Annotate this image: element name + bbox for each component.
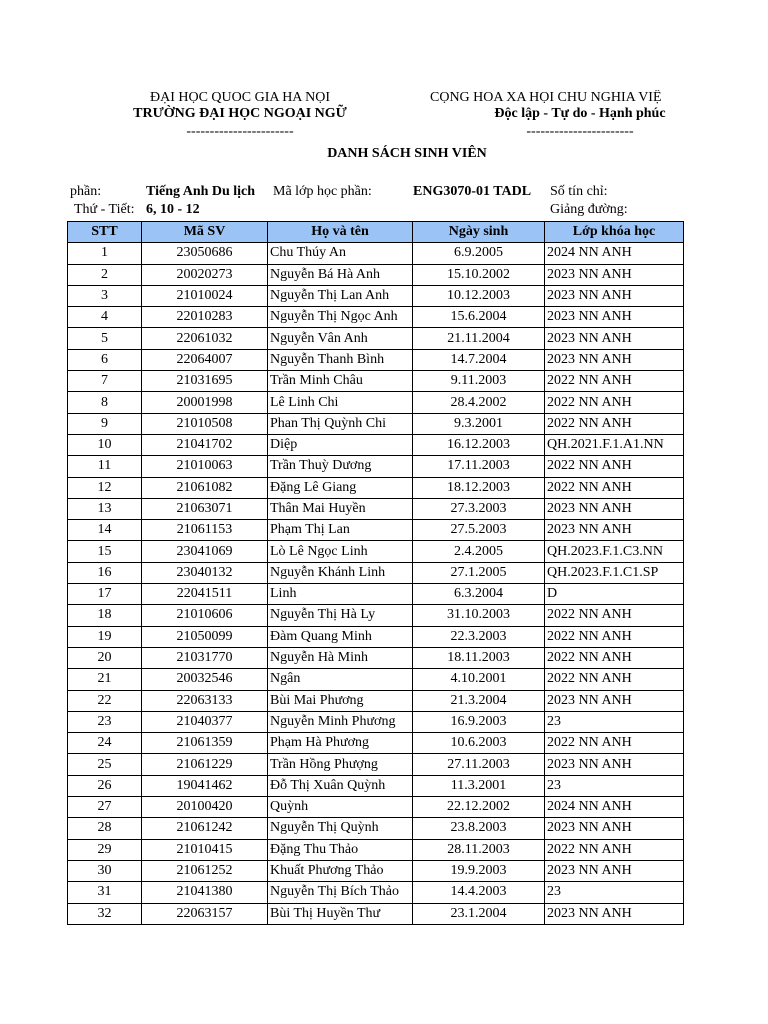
cell-stt: 29 xyxy=(68,839,142,860)
table-header-row xyxy=(68,222,684,243)
class-code-value: ENG3070-01 TADL xyxy=(413,184,532,199)
cell-birth-date: 27.11.2003 xyxy=(413,754,545,775)
cell-full-name: Nguyễn Thị Lan Anh xyxy=(268,285,413,306)
cell-student-id: 23041069 xyxy=(142,541,268,562)
cell-full-name: Đặng Thu Thảo xyxy=(268,839,413,860)
cell-class: 2022 NN ANH xyxy=(545,392,684,413)
schedule-label: Thứ - Tiết: xyxy=(74,202,135,217)
cell-birth-date: 16.12.2003 xyxy=(413,434,545,455)
cell-stt: 5 xyxy=(68,328,142,349)
cell-class: 2022 NN ANH xyxy=(545,477,684,498)
cell-full-name: Trần Hồng Phượng xyxy=(268,754,413,775)
cell-full-name: Diệp xyxy=(268,434,413,455)
cell-class: 2023 NN ANH xyxy=(545,903,684,924)
cell-student-id: 21061359 xyxy=(142,733,268,754)
cell-stt: 31 xyxy=(68,882,142,903)
cell-class: 2022 NN ANH xyxy=(545,371,684,392)
cell-birth-date: 27.5.2003 xyxy=(413,520,545,541)
cell-student-id: 20020273 xyxy=(142,264,268,285)
cell-student-id: 21041380 xyxy=(142,882,268,903)
cell-full-name: Ngân xyxy=(268,669,413,690)
table-row xyxy=(68,520,684,541)
cell-student-id: 21010063 xyxy=(142,456,268,477)
table-row xyxy=(68,647,684,668)
column-header-class: Lớp khóa học xyxy=(545,222,684,243)
cell-birth-date: 22.12.2002 xyxy=(413,797,545,818)
table-row xyxy=(68,882,684,903)
cell-class: 2022 NN ANH xyxy=(545,626,684,647)
cell-stt: 32 xyxy=(68,903,142,924)
cell-student-id: 22063133 xyxy=(142,690,268,711)
cell-birth-date: 9.3.2001 xyxy=(413,413,545,434)
cell-birth-date: 6.3.2004 xyxy=(413,584,545,605)
cell-class: 2023 NN ANH xyxy=(545,754,684,775)
cell-full-name: Khuất Phương Thảo xyxy=(268,860,413,881)
cell-class: D xyxy=(545,584,684,605)
credits-label: Số tín chỉ: xyxy=(550,184,608,199)
cell-full-name: Nguyễn Bá Hà Anh xyxy=(268,264,413,285)
cell-class: 2023 NN ANH xyxy=(545,285,684,306)
cell-full-name: Linh xyxy=(268,584,413,605)
cell-stt: 23 xyxy=(68,711,142,732)
table-row xyxy=(68,626,684,647)
cell-full-name: Nguyễn Thị Bích Thảo xyxy=(268,882,413,903)
cell-stt: 2 xyxy=(68,264,142,285)
cell-class: 2022 NN ANH xyxy=(545,669,684,690)
table-row xyxy=(68,605,684,626)
cell-full-name: Phạm Thị Lan xyxy=(268,520,413,541)
cell-class: 23 xyxy=(545,775,684,796)
cell-full-name: Nguyễn Vân Anh xyxy=(268,328,413,349)
cell-birth-date: 16.9.2003 xyxy=(413,711,545,732)
cell-student-id: 21061242 xyxy=(142,818,268,839)
cell-class: QH.2023.F.1.C3.NN xyxy=(545,541,684,562)
cell-birth-date: 11.3.2001 xyxy=(413,775,545,796)
table-row xyxy=(68,264,684,285)
cell-full-name: Trần Minh Châu xyxy=(268,371,413,392)
cell-birth-date: 9.11.2003 xyxy=(413,371,545,392)
cell-class: 2022 NN ANH xyxy=(545,456,684,477)
course-label: phần: xyxy=(70,184,102,199)
cell-class: 2022 NN ANH xyxy=(545,733,684,754)
cell-student-id: 20001998 xyxy=(142,392,268,413)
table-row xyxy=(68,456,684,477)
cell-student-id: 21031695 xyxy=(142,371,268,392)
motto-subtitle: Độc lập - Tự do - Hạnh phúc xyxy=(494,106,666,121)
cell-stt: 12 xyxy=(68,477,142,498)
cell-birth-date: 4.10.2001 xyxy=(413,669,545,690)
cell-class: 2022 NN ANH xyxy=(545,413,684,434)
cell-birth-date: 6.9.2005 xyxy=(413,243,545,264)
table-row xyxy=(68,860,684,881)
cell-student-id: 21041702 xyxy=(142,434,268,455)
cell-birth-date: 15.6.2004 xyxy=(413,307,545,328)
university-name: ĐẠI HỌC QUOC GIA HA NỌI xyxy=(149,90,331,105)
cell-full-name: Lò Lê Ngọc Linh xyxy=(268,541,413,562)
cell-stt: 21 xyxy=(68,669,142,690)
cell-student-id: 21010415 xyxy=(142,839,268,860)
cell-class: QH.2023.F.1.C1.SP xyxy=(545,562,684,583)
cell-class: 2023 NN ANH xyxy=(545,818,684,839)
table-row xyxy=(68,818,684,839)
cell-full-name: Chu Thúy An xyxy=(268,243,413,264)
cell-full-name: Nguyễn Thanh Bình xyxy=(268,349,413,370)
cell-birth-date: 21.3.2004 xyxy=(413,690,545,711)
cell-stt: 7 xyxy=(68,371,142,392)
cell-birth-date: 21.11.2004 xyxy=(413,328,545,349)
column-header-stt: STT xyxy=(68,222,142,243)
cell-stt: 13 xyxy=(68,498,142,519)
cell-student-id: 21061153 xyxy=(142,520,268,541)
cell-student-id: 21061229 xyxy=(142,754,268,775)
page-title: DANH SÁCH SINH VIÊN xyxy=(327,146,487,161)
cell-class: 2022 NN ANH xyxy=(545,647,684,668)
cell-student-id: 23050686 xyxy=(142,243,268,264)
table-row xyxy=(68,584,684,605)
cell-stt: 22 xyxy=(68,690,142,711)
cell-birth-date: 18.12.2003 xyxy=(413,477,545,498)
table-row xyxy=(68,349,684,370)
cell-stt: 11 xyxy=(68,456,142,477)
cell-student-id: 21063071 xyxy=(142,498,268,519)
class-code-label: Mã lớp học phần: xyxy=(273,184,372,199)
cell-student-id: 22064007 xyxy=(142,349,268,370)
cell-full-name: Nguyễn Thị Quỳnh xyxy=(268,818,413,839)
cell-stt: 30 xyxy=(68,860,142,881)
cell-class: 2022 NN ANH xyxy=(545,605,684,626)
cell-student-id: 21040377 xyxy=(142,711,268,732)
table-row xyxy=(68,243,684,264)
cell-stt: 20 xyxy=(68,647,142,668)
table-row xyxy=(68,392,684,413)
cell-birth-date: 14.4.2003 xyxy=(413,882,545,903)
cell-class: 2023 NN ANH xyxy=(545,307,684,328)
cell-stt: 28 xyxy=(68,818,142,839)
schedule-value: 6, 10 - 12 xyxy=(146,202,200,217)
cell-full-name: Bùi Thị Huyền Thư xyxy=(268,903,413,924)
room-label: Giảng đường: xyxy=(550,202,628,217)
student-table xyxy=(67,221,684,925)
table-row xyxy=(68,541,684,562)
cell-birth-date: 17.11.2003 xyxy=(413,456,545,477)
cell-full-name: Quỳnh xyxy=(268,797,413,818)
cell-birth-date: 31.10.2003 xyxy=(413,605,545,626)
cell-full-name: Đỗ Thị Xuân Quỳnh xyxy=(268,775,413,796)
cell-full-name: Đàm Quang Minh xyxy=(268,626,413,647)
table-row xyxy=(68,371,684,392)
table-row xyxy=(68,839,684,860)
cell-class: 2023 NN ANH xyxy=(545,328,684,349)
cell-stt: 18 xyxy=(68,605,142,626)
cell-class: QH.2021.F.1.A1.NN xyxy=(545,434,684,455)
cell-class: 2023 NN ANH xyxy=(545,498,684,519)
table-row xyxy=(68,797,684,818)
cell-stt: 9 xyxy=(68,413,142,434)
course-value: Tiếng Anh Du lịch xyxy=(146,184,256,199)
cell-student-id: 22041511 xyxy=(142,584,268,605)
cell-student-id: 21010606 xyxy=(142,605,268,626)
cell-student-id: 21010508 xyxy=(142,413,268,434)
cell-full-name: Phạm Hà Phương xyxy=(268,733,413,754)
cell-full-name: Bùi Mai Phương xyxy=(268,690,413,711)
table-row xyxy=(68,498,684,519)
table-row xyxy=(68,562,684,583)
cell-stt: 6 xyxy=(68,349,142,370)
column-header-full-name: Họ và tên xyxy=(268,222,413,243)
cell-class: 2023 NN ANH xyxy=(545,690,684,711)
cell-class: 2023 NN ANH xyxy=(545,520,684,541)
cell-full-name: Phan Thị Quỳnh Chi xyxy=(268,413,413,434)
faculty-name: TRƯỜNG ĐẠI HỌC NGOẠI NGỮ xyxy=(133,106,347,121)
cell-birth-date: 23.1.2004 xyxy=(413,903,545,924)
cell-class: 2024 NN ANH xyxy=(545,243,684,264)
cell-birth-date: 10.12.2003 xyxy=(413,285,545,306)
cell-birth-date: 23.8.2003 xyxy=(413,818,545,839)
cell-stt: 4 xyxy=(68,307,142,328)
national-motto: CỌNG HOA XA HỌI CHU NGHIA VIỆ xyxy=(430,90,662,105)
cell-birth-date: 2.4.2005 xyxy=(413,541,545,562)
cell-student-id: 22063157 xyxy=(142,903,268,924)
cell-student-id: 20100420 xyxy=(142,797,268,818)
cell-student-id: 23040132 xyxy=(142,562,268,583)
cell-full-name: Nguyễn Thị Hà Ly xyxy=(268,605,413,626)
cell-full-name: Nguyễn Minh Phương xyxy=(268,711,413,732)
cell-stt: 27 xyxy=(68,797,142,818)
cell-student-id: 21061252 xyxy=(142,860,268,881)
cell-stt: 3 xyxy=(68,285,142,306)
table-row xyxy=(68,775,684,796)
table-row xyxy=(68,733,684,754)
cell-class: 2023 NN ANH xyxy=(545,264,684,285)
table-row xyxy=(68,903,684,924)
cell-stt: 1 xyxy=(68,243,142,264)
cell-stt: 26 xyxy=(68,775,142,796)
cell-full-name: Nguyễn Hà Minh xyxy=(268,647,413,668)
cell-stt: 14 xyxy=(68,520,142,541)
cell-full-name: Trần Thuỳ Dương xyxy=(268,456,413,477)
cell-stt: 17 xyxy=(68,584,142,605)
cell-student-id: 21061082 xyxy=(142,477,268,498)
cell-full-name: Thân Mai Huyền xyxy=(268,498,413,519)
cell-full-name: Lê Linh Chi xyxy=(268,392,413,413)
cell-stt: 10 xyxy=(68,434,142,455)
table-row xyxy=(68,754,684,775)
cell-student-id: 19041462 xyxy=(142,775,268,796)
cell-birth-date: 22.3.2003 xyxy=(413,626,545,647)
cell-stt: 19 xyxy=(68,626,142,647)
cell-stt: 25 xyxy=(68,754,142,775)
table-row xyxy=(68,434,684,455)
table-row xyxy=(68,413,684,434)
cell-student-id: 21010024 xyxy=(142,285,268,306)
column-header-student-id: Mã SV xyxy=(142,222,268,243)
cell-class: 23 xyxy=(545,711,684,732)
cell-full-name: Nguyễn Thị Ngọc Anh xyxy=(268,307,413,328)
cell-birth-date: 15.10.2002 xyxy=(413,264,545,285)
cell-birth-date: 28.4.2002 xyxy=(413,392,545,413)
cell-class: 23 xyxy=(545,882,684,903)
cell-stt: 24 xyxy=(68,733,142,754)
table-row xyxy=(68,711,684,732)
table-row xyxy=(68,307,684,328)
cell-stt: 15 xyxy=(68,541,142,562)
cell-birth-date: 14.7.2004 xyxy=(413,349,545,370)
cell-student-id: 22061032 xyxy=(142,328,268,349)
cell-birth-date: 27.1.2005 xyxy=(413,562,545,583)
cell-stt: 16 xyxy=(68,562,142,583)
cell-student-id: 21050099 xyxy=(142,626,268,647)
cell-class: 2022 NN ANH xyxy=(545,839,684,860)
cell-full-name: Nguyễn Khánh Linh xyxy=(268,562,413,583)
table-row xyxy=(68,328,684,349)
cell-birth-date: 10.6.2003 xyxy=(413,733,545,754)
cell-class: 2024 NN ANH xyxy=(545,797,684,818)
cell-stt: 8 xyxy=(68,392,142,413)
cell-birth-date: 19.9.2003 xyxy=(413,860,545,881)
cell-class: 2023 NN ANH xyxy=(545,860,684,881)
right-separator: ----------------------- xyxy=(526,124,634,139)
table-row xyxy=(68,285,684,306)
column-header-birth-date: Ngày sinh xyxy=(413,222,545,243)
cell-student-id: 22010283 xyxy=(142,307,268,328)
cell-birth-date: 28.11.2003 xyxy=(413,839,545,860)
table-row xyxy=(68,477,684,498)
left-separator: ----------------------- xyxy=(186,124,294,139)
cell-class: 2023 NN ANH xyxy=(545,349,684,370)
table-row xyxy=(68,690,684,711)
cell-birth-date: 27.3.2003 xyxy=(413,498,545,519)
cell-student-id: 20032546 xyxy=(142,669,268,690)
cell-birth-date: 18.11.2003 xyxy=(413,647,545,668)
cell-full-name: Đặng Lê Giang xyxy=(268,477,413,498)
cell-student-id: 21031770 xyxy=(142,647,268,668)
table-row xyxy=(68,669,684,690)
table-body xyxy=(68,243,684,925)
